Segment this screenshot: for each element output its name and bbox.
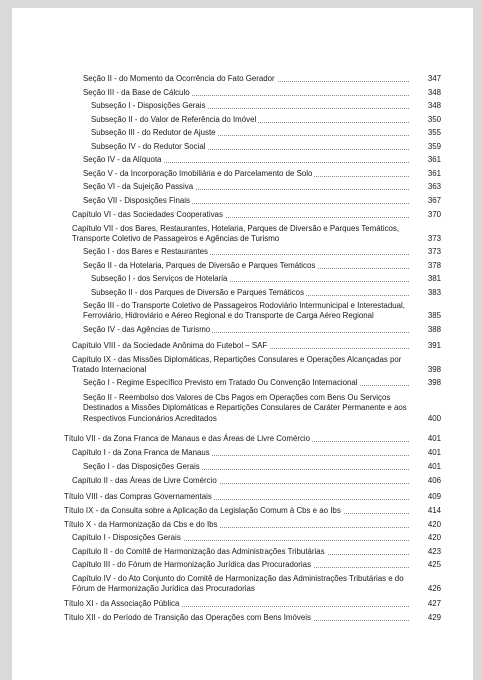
toc-entry-page-number: 378	[409, 261, 441, 271]
toc-entry-page-number: 401	[409, 462, 441, 472]
toc-entry-page-number: 348	[409, 88, 441, 98]
toc-entry[interactable]	[12, 88, 473, 98]
toc-entry[interactable]	[12, 247, 473, 257]
toc-entry-title: Subseção I - Disposições Gerais	[91, 101, 206, 110]
toc-entry[interactable]	[12, 74, 473, 84]
toc-entry-page-number: 361	[409, 169, 441, 179]
toc-entry[interactable]	[12, 506, 473, 516]
toc-entry[interactable]	[12, 261, 473, 271]
toc-entry-title: Título VII - da Zona Franca de Manaus e das Áreas de Livre Comércio	[64, 434, 311, 443]
toc-entry-title: Seção IV - das Agências de Turismo	[83, 325, 211, 334]
toc-entry-page-number: 391	[409, 341, 441, 351]
toc-entry-page-number: 423	[409, 547, 441, 557]
toc-entry-title: Capítulo I - da Zona Franca de Manaus	[72, 448, 210, 457]
toc-entry-page-number: 350	[409, 115, 441, 125]
toc-entry-title: Título XI - da Associação Pública	[64, 599, 180, 608]
toc-entry-page-number: 373	[409, 234, 441, 244]
toc-entry-page-number: 355	[409, 128, 441, 138]
toc-entry-page-number: 427	[409, 599, 441, 609]
toc-entry[interactable]	[12, 599, 473, 609]
toc-entry-title: Subseção II - do Valor de Referência do Imóvel	[91, 115, 257, 124]
toc-entry-page-number: 425	[409, 560, 441, 570]
toc-entry-page-number: 347	[409, 74, 441, 84]
toc-entry-title: Capítulo VI - das Sociedades Cooperativas	[72, 210, 223, 219]
toc-entry[interactable]	[12, 169, 473, 179]
toc-entry[interactable]	[12, 520, 473, 530]
toc-entry-page-number: 420	[409, 533, 441, 543]
toc-entry[interactable]	[12, 155, 473, 165]
toc-entry-title: Capítulo III - do Fórum de Harmonização Jurídica das Procuradorias	[72, 560, 312, 569]
toc-entry-page-number: 400	[409, 414, 441, 424]
toc-entry-title: Título VIII - das Compras Governamentais	[64, 492, 212, 501]
toc-entry-page-number: 381	[409, 274, 441, 284]
toc-entry-title: Subseção III - do Redutor de Ajuste	[91, 128, 216, 137]
toc-entry-title: Subseção II - dos Parques de Diversão e Parques Temáticos	[91, 288, 305, 297]
toc-entry-page-number: 370	[409, 210, 441, 220]
toc-entry-title: Seção II - do Momento da Ocorrência do Fato Gerador	[83, 74, 275, 83]
toc-entry[interactable]	[12, 547, 473, 557]
toc-entry-title: Capítulo VII - dos Bares, Restaurantes, Hotelaria, Parques de Diversão e Parques Temáticos, Transporte Coletivo de Passageiros e Agências de Turismo	[72, 224, 400, 244]
toc-entry-title: Seção I - das Disposições Gerais	[83, 462, 200, 471]
toc-entry-page-number: 426	[409, 584, 441, 594]
toc-entry-title: Subseção I - dos Serviços de Hotelaria	[91, 274, 228, 283]
toc-entry-page-number: 361	[409, 155, 441, 165]
toc-entry-page-number: 414	[409, 506, 441, 516]
toc-entry-title: Seção VII - Disposições Finais	[83, 196, 191, 205]
toc-entry-title: Seção III - da Base de Cálculo	[83, 88, 190, 97]
toc-entry-page-number: 359	[409, 142, 441, 152]
toc-entry-page-number: 348	[409, 101, 441, 111]
toc-entry-title: Capítulo VIII - da Sociedade Anônima do Futebol – SAF	[72, 341, 268, 350]
toc-entry-page-number: 388	[409, 325, 441, 335]
toc-entry-title: Título XII - do Período de Transição das Operações com Bens Imóveis	[64, 613, 311, 622]
toc-entry-title: Subseção IV - do Redutor Social	[91, 142, 206, 151]
toc-entry-page-number: 420	[409, 520, 441, 530]
toc-entry[interactable]	[12, 574, 473, 595]
toc-entry-page-number: 373	[409, 247, 441, 257]
toc-entry-page-number: 406	[409, 476, 441, 486]
toc-entry[interactable]	[12, 355, 473, 376]
toc-entry-title: Seção II - da Hotelaria, Parques de Diversão e Parques Temáticos	[83, 261, 316, 270]
toc-entry[interactable]	[12, 301, 473, 322]
toc-entry[interactable]	[12, 393, 473, 424]
toc-entry[interactable]	[12, 448, 473, 458]
toc-entry[interactable]	[12, 115, 473, 125]
toc-entry-title: Título X - da Harmonização da Cbs e do Ibs	[64, 520, 218, 529]
toc-entry[interactable]	[12, 182, 473, 192]
toc-entry-title: Seção VI - da Sujeição Passiva	[83, 182, 194, 191]
toc-entry[interactable]	[12, 196, 473, 206]
toc-entry[interactable]	[12, 128, 473, 138]
toc-entry[interactable]	[12, 210, 473, 220]
toc-entry-title: Título IX - da Consulta sobre a Aplicação da Legislação Comum à Cbs e ao Ibs	[64, 506, 341, 515]
toc-entry-page-number: 398	[409, 378, 441, 388]
toc-entry[interactable]	[12, 142, 473, 152]
toc-entry[interactable]	[12, 288, 473, 298]
toc-entry[interactable]	[12, 101, 473, 111]
toc-entry-title: Capítulo II - do Comitê de Harmonização das Administrações Tributárias	[72, 547, 325, 556]
toc-entry[interactable]	[12, 476, 473, 486]
toc-entry[interactable]	[12, 224, 473, 245]
toc-entry-title: Seção I - Regime Específico Previsto em Tratado Ou Convenção Internacional	[83, 378, 358, 387]
toc-entry-title: Seção III - do Transporte Coletivo de Passageiros Rodoviário Intermunicipal e Interestadual, Ferroviário, Hidroviário e Aéreo Regional e do Transporte de Carga Aéreo Regional	[83, 301, 405, 321]
toc-entry[interactable]	[12, 274, 473, 284]
toc-entry-page-number: 385	[409, 311, 441, 321]
toc-entry[interactable]	[12, 613, 473, 623]
toc-entry-title: Seção V - da Incorporação Imobiliária e do Parcelamento de Solo	[83, 169, 313, 178]
toc-entry[interactable]	[12, 325, 473, 335]
toc-entry[interactable]	[12, 533, 473, 543]
toc-entry-title: Capítulo IV - do Ato Conjunto do Comitê de Harmonização das Administrações Tributárias e do Fórum de Harmonização Jurídica das Procuradorias	[72, 574, 404, 594]
toc-entry-page-number: 363	[409, 182, 441, 192]
toc-entry-page-number: 383	[409, 288, 441, 298]
toc-entry-page-number: 401	[409, 434, 441, 444]
toc-entry-title: Seção I - dos Bares e Restaurantes	[83, 247, 209, 256]
toc-entry[interactable]	[12, 560, 473, 570]
document-page	[12, 8, 473, 680]
toc-entry-page-number: 398	[409, 365, 441, 375]
toc-entry[interactable]	[12, 462, 473, 472]
toc-entry-title: Capítulo II - das Áreas de Livre Comércio	[72, 476, 217, 485]
toc-entry-page-number: 401	[409, 448, 441, 458]
toc-entry-page-number: 409	[409, 492, 441, 502]
toc-entry-page-number: 367	[409, 196, 441, 206]
toc-entry-title: Seção IV - da Alíquota	[83, 155, 162, 164]
toc-entry-title: Capítulo IX - das Missões Diplomáticas, Repartições Consulares e Operações Alcançadas por Tratado Internacional	[72, 355, 402, 375]
toc-entry-title: Seção II - Reembolso dos Valores de Cbs Pagos em Operações com Bens Ou Serviços Destinados a Missões Diplomáticas e Repartições Consulares de Caráter Permanente e aos Respectivos Funcionários Acreditados	[83, 393, 407, 423]
toc-entry[interactable]	[12, 341, 473, 351]
toc-entry[interactable]	[12, 434, 473, 444]
toc-entry-page-number: 429	[409, 613, 441, 623]
toc-entry[interactable]	[12, 492, 473, 502]
toc-entry-title: Capítulo I - Disposições Gerais	[72, 533, 181, 542]
toc-entry[interactable]	[12, 378, 473, 388]
